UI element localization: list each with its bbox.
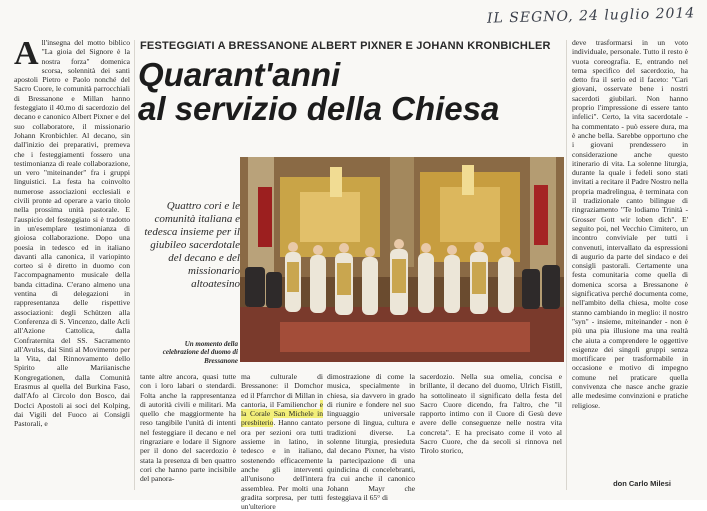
article-headline <box>138 58 558 126</box>
column-3-text-end: . Hanno cantato ora per sezioni ora tutti assieme in latino, in tedesco e in italiano, sostenendo efficacemente anche gli interventi all'unisono dell'intera assemblea. Per molti una gradita sorpresa, per tutti un'ulteriore <box>241 418 323 511</box>
column-6-text: deve trasformarsi in un voto individuale, personale. Tutto il resto è vuota coreografia. E, entrando nel tema specifico del sacerdozio, ha detto fra il serio ed il faceto: "Cari giovani, osservate bene i nostri sacerdoti giubilari. Non hanno proprio l'impressione di essere tanto infelici". Certo, la vita sacerdotale - ha commentato - può essere dura, ma è anche bella. Sarebbe opportuno che i giovani prendessero in considerazione anche questo itinerario di vita. La solenne liturgia, durante la quale i fedeli sono stati invitati a recitare il Padre Nostro nella propria madrelingua, è terminata con il tradizionale canto bilingue di ringraziamento "Te lodiamo Trinità - Grosser Gott wir loben dich". E' seguito poi, nel Vecchio Cimitero, un incontro conviviale per tutti i convenuti, intervallato da espressioni di augurio da parte del sindaco e dei consigli pastorali. Certamente una festa comunitaria come quella di domenica scorsa a Bressanone è significativa perché documenta come, nell'ambito della chiesa, molte cose stanno cambiando in meglio: il nostro "syn" - insieme, miteinander - non è più una pia illusione ma una realtà che aiuta a comprendere le oggettive esigenze dei singoli gruppi senza mortificare per trasformabile in occasione e motivo di impegno comune nel praticare quella convivenza che nasce anche grazie alle medesime convinzioni e pratiche religiose. <box>572 38 688 410</box>
article-column-4 <box>327 372 415 502</box>
column-3-text-start: ma culturale di Bressanone: il Domchor ed il Pfarrchor di Millan in cantoria, il Familienchor <box>241 372 323 409</box>
column-2-text: tante altre ancora, quasi tutte con i loro labari o stendardi. Folta anche la rappresentanza di autorità civili e militari. Ma quello che maggiormente ha reso tangibile l'unità di intenti nel festeggiare il decano e nel ringraziare e lodare il Signore per il dono del sacerdozio è stata la presenza di ben quattro cori che hanno parte incisibile del panora- <box>140 372 236 484</box>
cathedral-photo <box>240 157 564 362</box>
drop-cap: A <box>14 35 39 72</box>
article-column-6 <box>572 38 688 472</box>
column-5-text: sacerdozio. Nella sua omelia, concisa e brillante, il decano del duomo, Ulrich Fistill, ha sottolineato il significato della festa del Sacro Cuore dicendo, fra l'altro, che "il rapporto intimo con il Cuore di Gesù deve avere delle conseguenze nelle nostra vita concreta". E ha precisato come il voto al Sacro Cuore, che da secoli si rinnova nel Tirolo storico, <box>420 372 562 456</box>
article-standfirst: Quattro cori e le comunità italiana e tedesca insieme per il giubileo sacerdotale del decano e del missionario altoatesino <box>144 200 240 290</box>
article-column-1 <box>14 35 130 490</box>
column-rule <box>566 40 567 490</box>
cathedral-photo-illustration <box>240 157 564 362</box>
article-column-5 <box>420 372 562 490</box>
article-kicker: FESTEGGIATI A BRESSANONE ALBERT PIXNER E JOHANN KRONBICHLER <box>140 40 551 52</box>
handwritten-source-note: IL SEGNO, 24 luglio 2014 <box>486 5 696 27</box>
article-column-2 <box>140 372 236 490</box>
highlighted-text: e la Corale San Michele in presbiterio <box>241 399 323 428</box>
headline-line-1: Quarant'anni <box>138 56 341 93</box>
article-byline: don Carlo Milesi <box>613 479 671 488</box>
photo-caption: Un momento della celebrazione del duomo di Bressanone <box>162 340 238 365</box>
article-column-3 <box>241 372 323 511</box>
column-1-text: ll'insegna del motto biblico "La gioia del Signore è la nostra forza" domenica scorsa, solennità dei santi apostoli Pietro e Paolo nonché del Sacro Cuore, le comunità parrocchiali di Bressanone e Millan hanno festeggiato il 40.mo di sacerdozio del decano e canonico Albert Pixner e del suo collaboratore, il missionario Johann Kronbichler. Al decano, sin dall'inizio dei preparativi, premeva che i festeggiamenti fossero una testimonianza di reale collaborazione, un vero "miteinander" fra i gruppi linguistici. La festa ha coinvolto numerose associazioni ecclesiali e civili pronte ad operare a vario titolo nella prossima unità pastorale. E l'auspicio del festeggiato si è tradotto in un'esemplare testimonianza di gioiosa collaborazione. Dopo una poesia in tedesco ed in italiano davanti alla canonica, il variopinto corteo si è diretto in duomo con l'accompagnamento musicale della banda cittadina. C'erano almeno una ventina di delegazioni in rappresentanza delle rispettive associazioni: degli Schützen alla Conferenza di S. Vincenzo, dalle Acli all'Azione Cattolica, dalla Confraternita del SS. Sacramento all'Avulss, dai Sinti al Movimento per la Vita, dal Rinnovamento dello Spirito alle Mariianische Kongregationen, dalla Comunità Erasmus al quella del Burkina Faso, dall'Afo al Circolo don Bosco, dai Doclci Apostoli ai soci del Kolping, dai Vigili del Fuoco ai Consigli Pastorali, e <box>14 38 130 429</box>
headline-line-2: al servizio della Chiesa <box>138 90 500 127</box>
column-rule <box>134 40 135 490</box>
column-4-text: dimostrazione di come la musica, specialmente in chiesa, sia davvero in grado di riunire e fondere nel suo linguaggio universale persone di lingua, cultura e tradizioni diverse. La solenne liturgia, presieduta dal decano Pixner, ha visto la partecipazione di una quindicina di concelebranti, fra cui anche il canonico Johann Mayr che festeggiava il 65° di <box>327 372 415 502</box>
